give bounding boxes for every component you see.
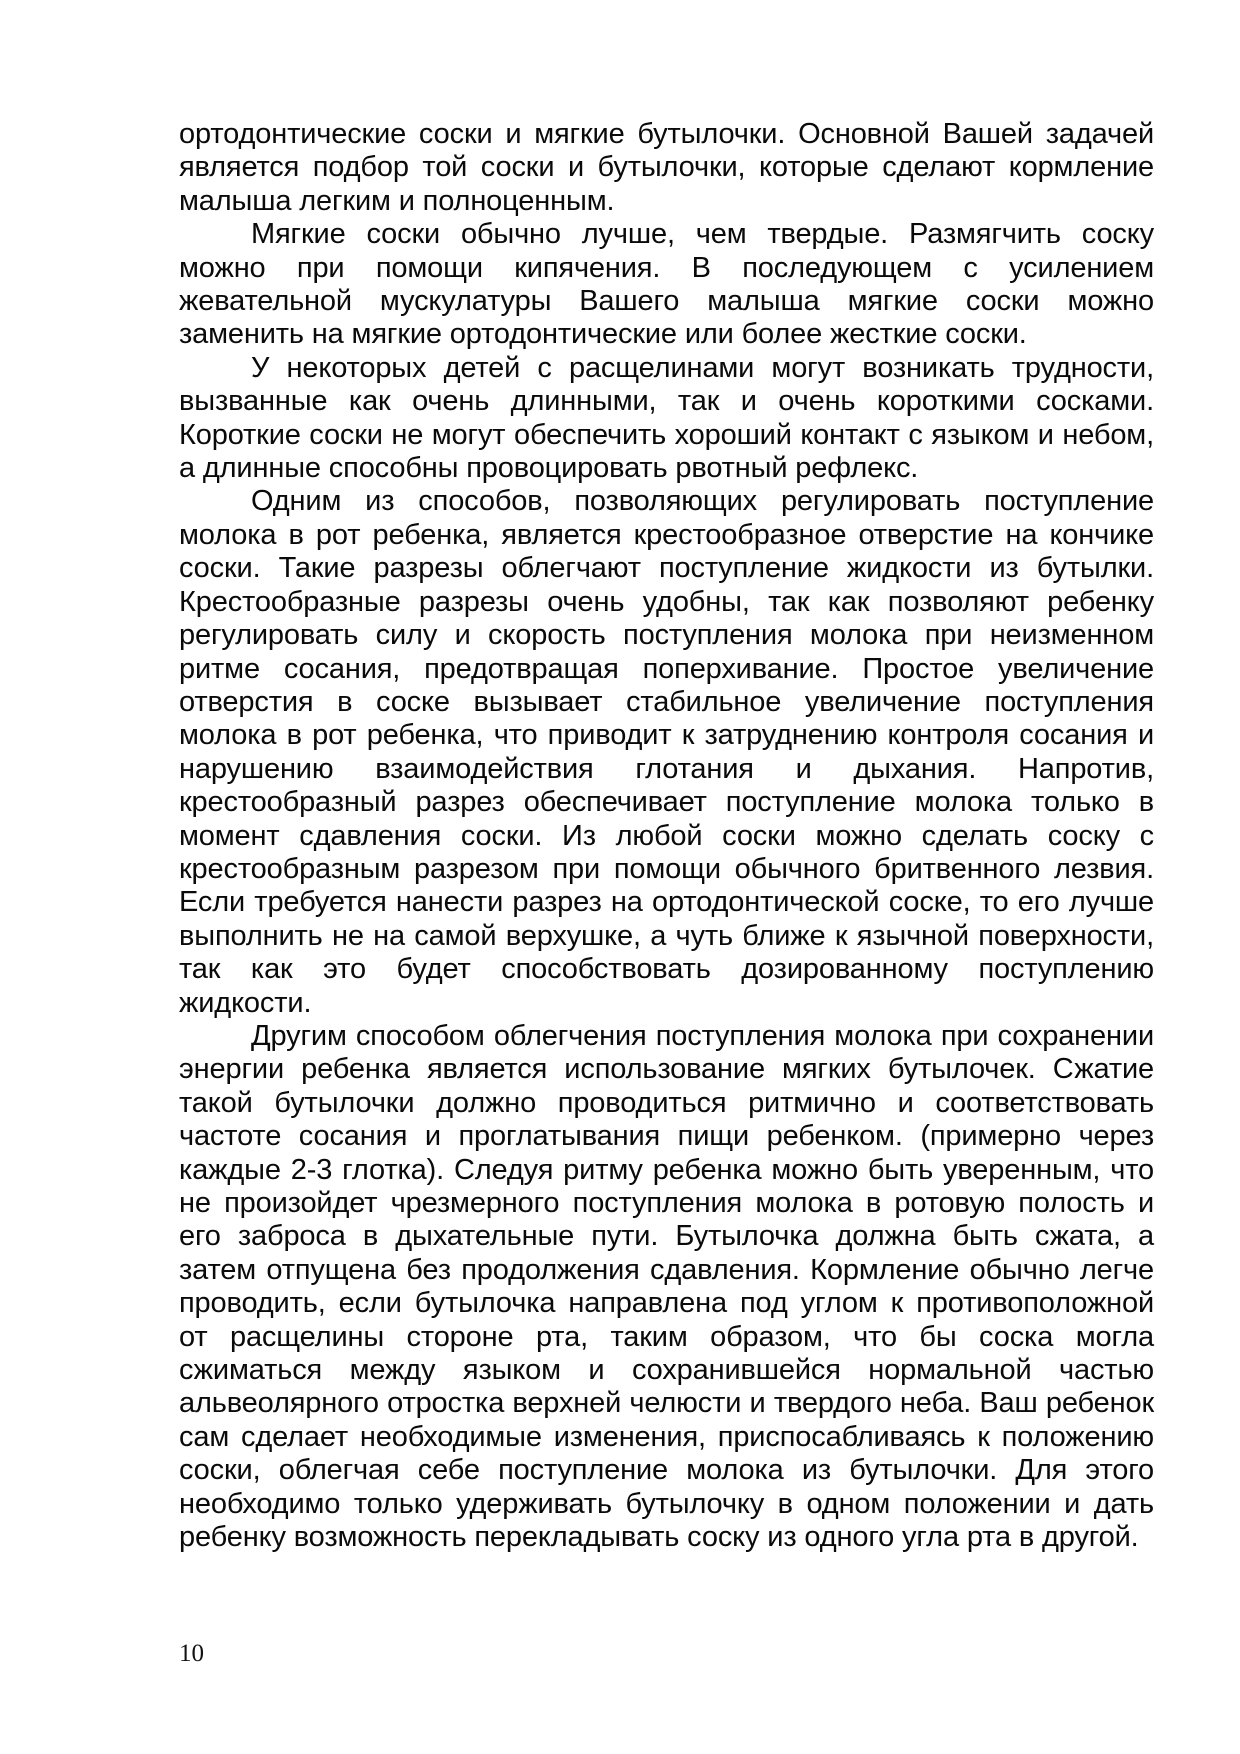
paragraph-continuation: ортодонтические соски и мягкие бутылочки. Основной Вашей задачей является подбор той соски и бутылочки, которые сделают кормление малыша легким и полноценным.: [179, 118, 1154, 217]
paragraph-cross-cut: Одним из способов, позволяющих регулировать поступление молока в рот ребенка, является крестообразное отверстие на кончике соски. Такие разрезы облегчают поступление жидкости из бутылки. Крестообразные разрезы очень удобны, так как позволяют ребенку регулировать силу и скорость поступления молока при неизменном ритме сосания, предотвращая поперхивание. Простое увеличение отверстия в соске вызывает стабильное увеличение поступления молока в рот ребенка, что приводит к затруднению контроля сосания и нарушению взаимодействия глотания и дыхания. Напротив, крестообразный разрез обеспечивает поступление молока только в момент сдавления соски. Из любой соски можно сделать соску с крестообразным разрезом при помощи обычного бритвенного лезвия. Если требуется нанести разрез на ортодонтической соске, то его лучше выполнить не на самой верхушке, а чуть ближе к язычной поверхности, так как это будет способствовать дозированному поступлению жидкости.: [179, 485, 1154, 1019]
paragraph-nipple-length: У некоторых детей с расщелинами могут возникать трудности, вызванные как очень длинными, так и очень короткими сосками. Короткие соски не могут обеспечить хороший контакт с языком и небом, а длинные способны провоцировать рвотный рефлекс.: [179, 351, 1154, 485]
paragraph-soft-nipples: Мягкие соски обычно лучше, чем твердые. Размягчить соску можно при помощи кипячения. В последующем с усилением жевательной мускулатуры Вашего малыша мягкие соски можно заменить на мягкие ортодонтические или более жесткие соски.: [179, 218, 1154, 351]
page-number: 10: [179, 1640, 204, 1667]
paragraph-soft-bottles: Другим способом облегчения поступления молока при сохранении энергии ребенка является использование мягких бутылочек. Сжатие такой бутылочки должно проводиться ритмично и соответствовать частоте сосания и проглатывания пищи ребенком. (примерно через каждые 2-3 глотка). Следуя ритму ребенка можно быть уверенным, что не произойдет чрезмерного поступления молока в ротовую полость и его заброса в дыхательные пути. Бутылочка должна быть сжата, а затем отпущена без продолжения сдавления. Кормление обычно легче проводить, если бутылочка направлена под углом к противоположной от расщелины стороне рта, таким образом, что бы соска могла сжиматься между языком и сохранившейся нормальной частью альвеолярного отростка верхней челюсти и твердого неба. Ваш ребенок сам сделает необходимые изменения, приспосабливаясь к положению соски, облегчая себе поступление молока из бутылочки. Для этого необходимо только удерживать бутылочку в одном положении и дать ребенку возможность перекладывать соску из одного угла рта в другой.: [179, 1019, 1154, 1554]
body-text: [179, 118, 1154, 1554]
